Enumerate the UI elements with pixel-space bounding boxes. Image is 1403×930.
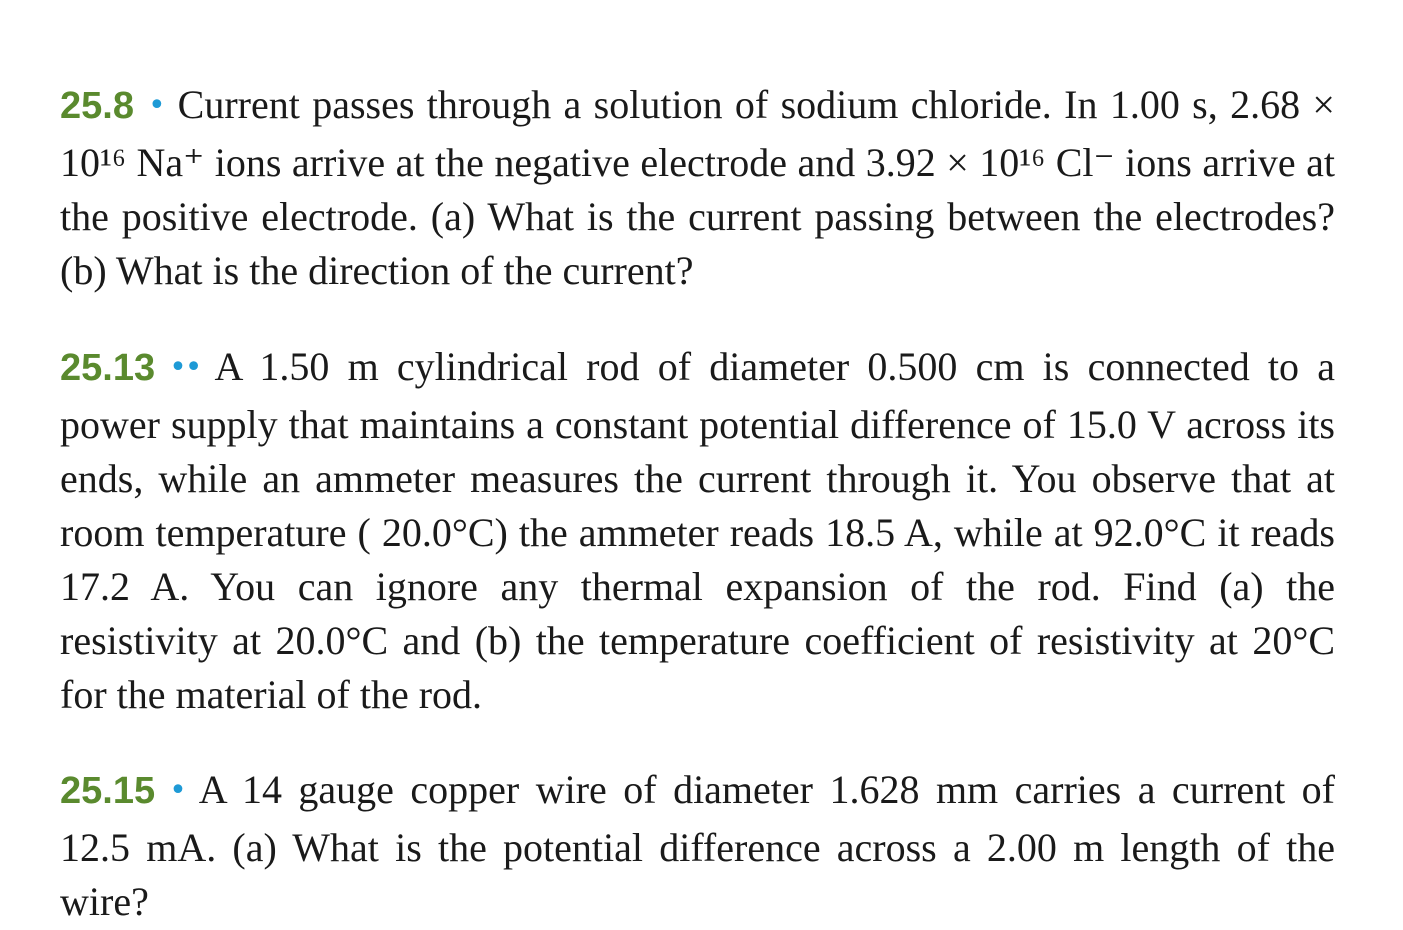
problem-number: 25.13 bbox=[60, 347, 156, 389]
difficulty-dots: • bbox=[169, 773, 185, 808]
problem-number: 25.8 bbox=[60, 85, 134, 127]
difficulty-dots: • bbox=[147, 88, 164, 123]
problem-25-15 bbox=[60, 763, 1335, 929]
problem-25-8 bbox=[60, 78, 1335, 298]
problem-25-13 bbox=[60, 340, 1335, 722]
problem-text: A 14 gauge copper wire of diameter 1.628 mm carries a current of 12.5 mA. (a) What is the potential difference across a 2.00 m length of the wire? bbox=[60, 767, 1335, 924]
problem-text: Current passes through a solution of sodium chloride. In 1.00 s, 2.68 × 10¹⁶ Na⁺ ions arrive at the negative electrode and 3.92 × 10¹⁶ Cl⁻ ions arrive at the positive electrode. (a) What is the current passing between the electrodes? (b) What is the direction of the current? bbox=[60, 82, 1335, 293]
problem-number: 25.15 bbox=[60, 770, 156, 812]
problem-text: A 1.50 m cylindrical rod of diameter 0.500 cm is connected to a power supply that maintains a constant potential difference of 15.0 V across its ends, while an ammeter measures the current through it. You observe that at room temperature ( 20.0°C) the ammeter reads 18.5 A, while at 92.0°C it reads 17.2 A. You can ignore any thermal expansion of the rod. Find (a) the resistivity at 20.0°C and (b) the temperature coefficient of resistivity at 20°C for the material of the rod. bbox=[60, 344, 1335, 717]
difficulty-dots: •• bbox=[169, 350, 201, 385]
